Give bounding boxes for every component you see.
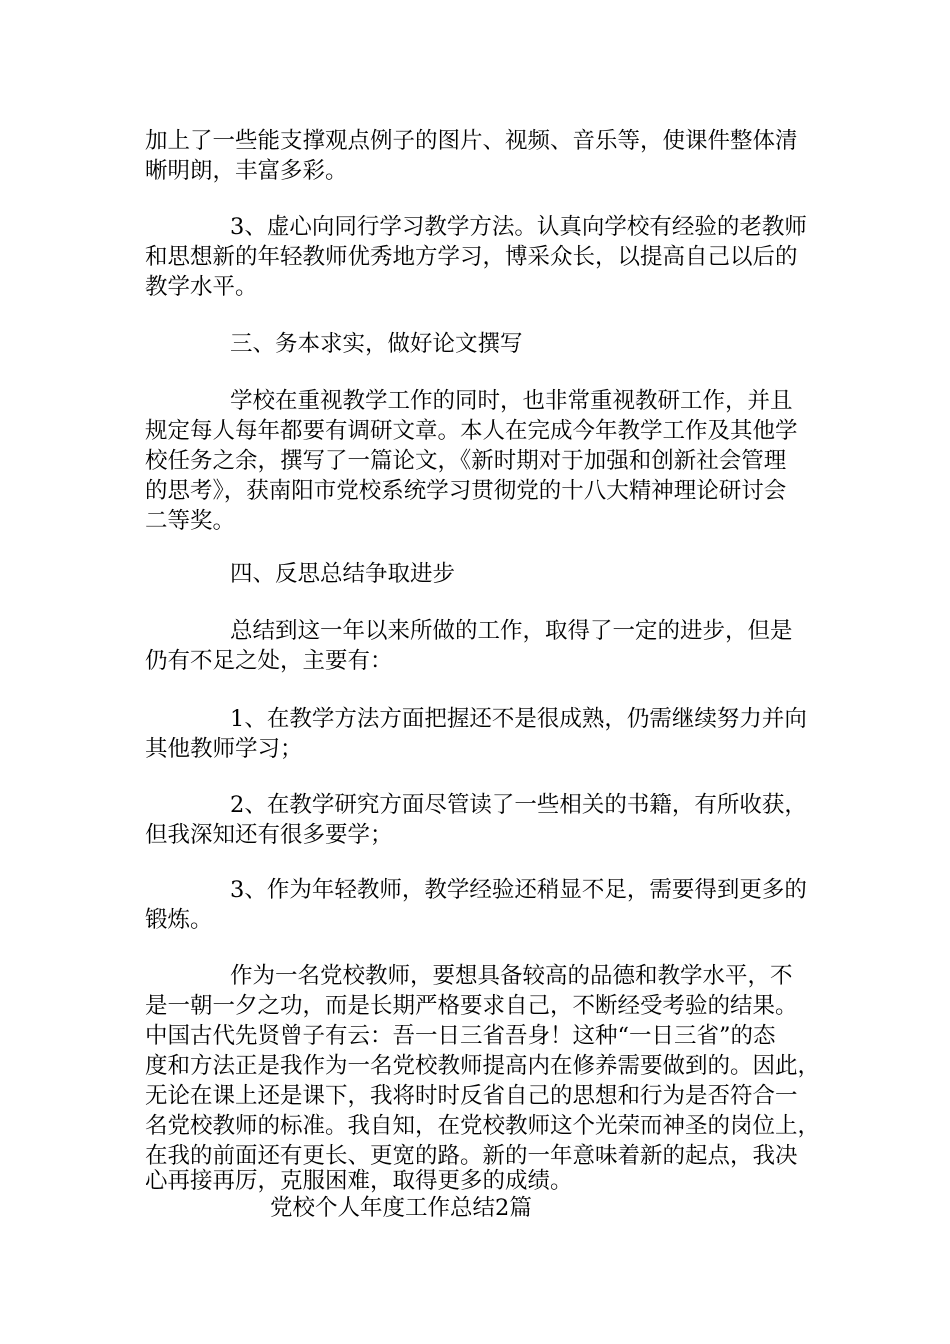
text-line: 二等奖。 [145,508,236,534]
text-line: 度和方法正是我作为一名党校教师提高内在修养需要做到的。因此， [145,1053,821,1079]
text-line: 校任务之余，撰写了一篇论文，《新时期对于加强和创新社会管理 [145,448,787,474]
list-item-line: 3、作为年轻教师，教学经验还稍显不足，需要得到更多的 [230,877,807,903]
text-line: 加上了一些能支撑观点例子的图片、视频、音乐等，使课件整体清 [145,128,798,154]
paragraph-start-line: 作为一名党校教师，要想具备较高的品德和教学水平，不 [230,963,793,989]
text-line: 锻炼。 [145,907,213,933]
text-line: 晰明朗，丰富多彩。 [145,158,348,184]
list-item-line: 2、在教学研究方面尽管读了一些相关的书籍，有所收获， [230,792,807,818]
paragraph-start-line: 3、虚心向同行学习教学方法。认真向学校有经验的老教师 [230,214,807,240]
text-line: 心再接再厉，克服困难，取得更多的成绩。 [145,1168,573,1194]
next-article-title: 党校个人年度工作总结2篇 [270,1195,532,1221]
list-item-line: 1、在教学方法方面把握还不是很成熟，仍需继续努力并向 [230,706,807,732]
text-line: 规定每人每年都要有调研文章。本人在完成今年教学工作及其他学 [145,418,798,444]
text-line: 无论在课上还是课下，我将时时反省自己的思想和行为是否符合一 [145,1083,798,1109]
text-line: 的思考》，获南阳市党校系统学习贯彻党的十八大精神理论研讨会 [145,478,787,504]
text-line: 名党校教师的标准。我自知，在党校教师这个光荣而神圣的岗位上， [145,1113,821,1139]
text-line: 中国古代先贤曾子有云：吾一日三省吾身！这种“一日三省”的态 [145,1023,776,1049]
text-line: 但我深知还有很多要学； [145,822,393,848]
text-line: 仍有不足之处，主要有： [145,648,393,674]
paragraph-start-line: 总结到这一年以来所做的工作，取得了一定的进步，但是 [230,618,793,644]
paragraph-start-line: 学校在重视教学工作的同时，也非常重视教研工作，并且 [230,388,793,414]
section-heading: 三、务本求实，做好论文撰写 [230,331,523,357]
text-line: 在我的前面还有更长、更宽的路。新的一年意味着新的起点，我决 [145,1143,798,1169]
text-line: 教学水平。 [145,274,258,300]
text-line: 是一朝一夕之功，而是长期严格要求自己，不断经受考验的结果。 [145,993,798,1019]
text-line: 和思想新的年轻教师优秀地方学习，博采众长，以提高自己以后的 [145,244,798,270]
text-line: 其他教师学习； [145,736,303,762]
section-heading: 四、反思总结争取进步 [230,561,456,587]
